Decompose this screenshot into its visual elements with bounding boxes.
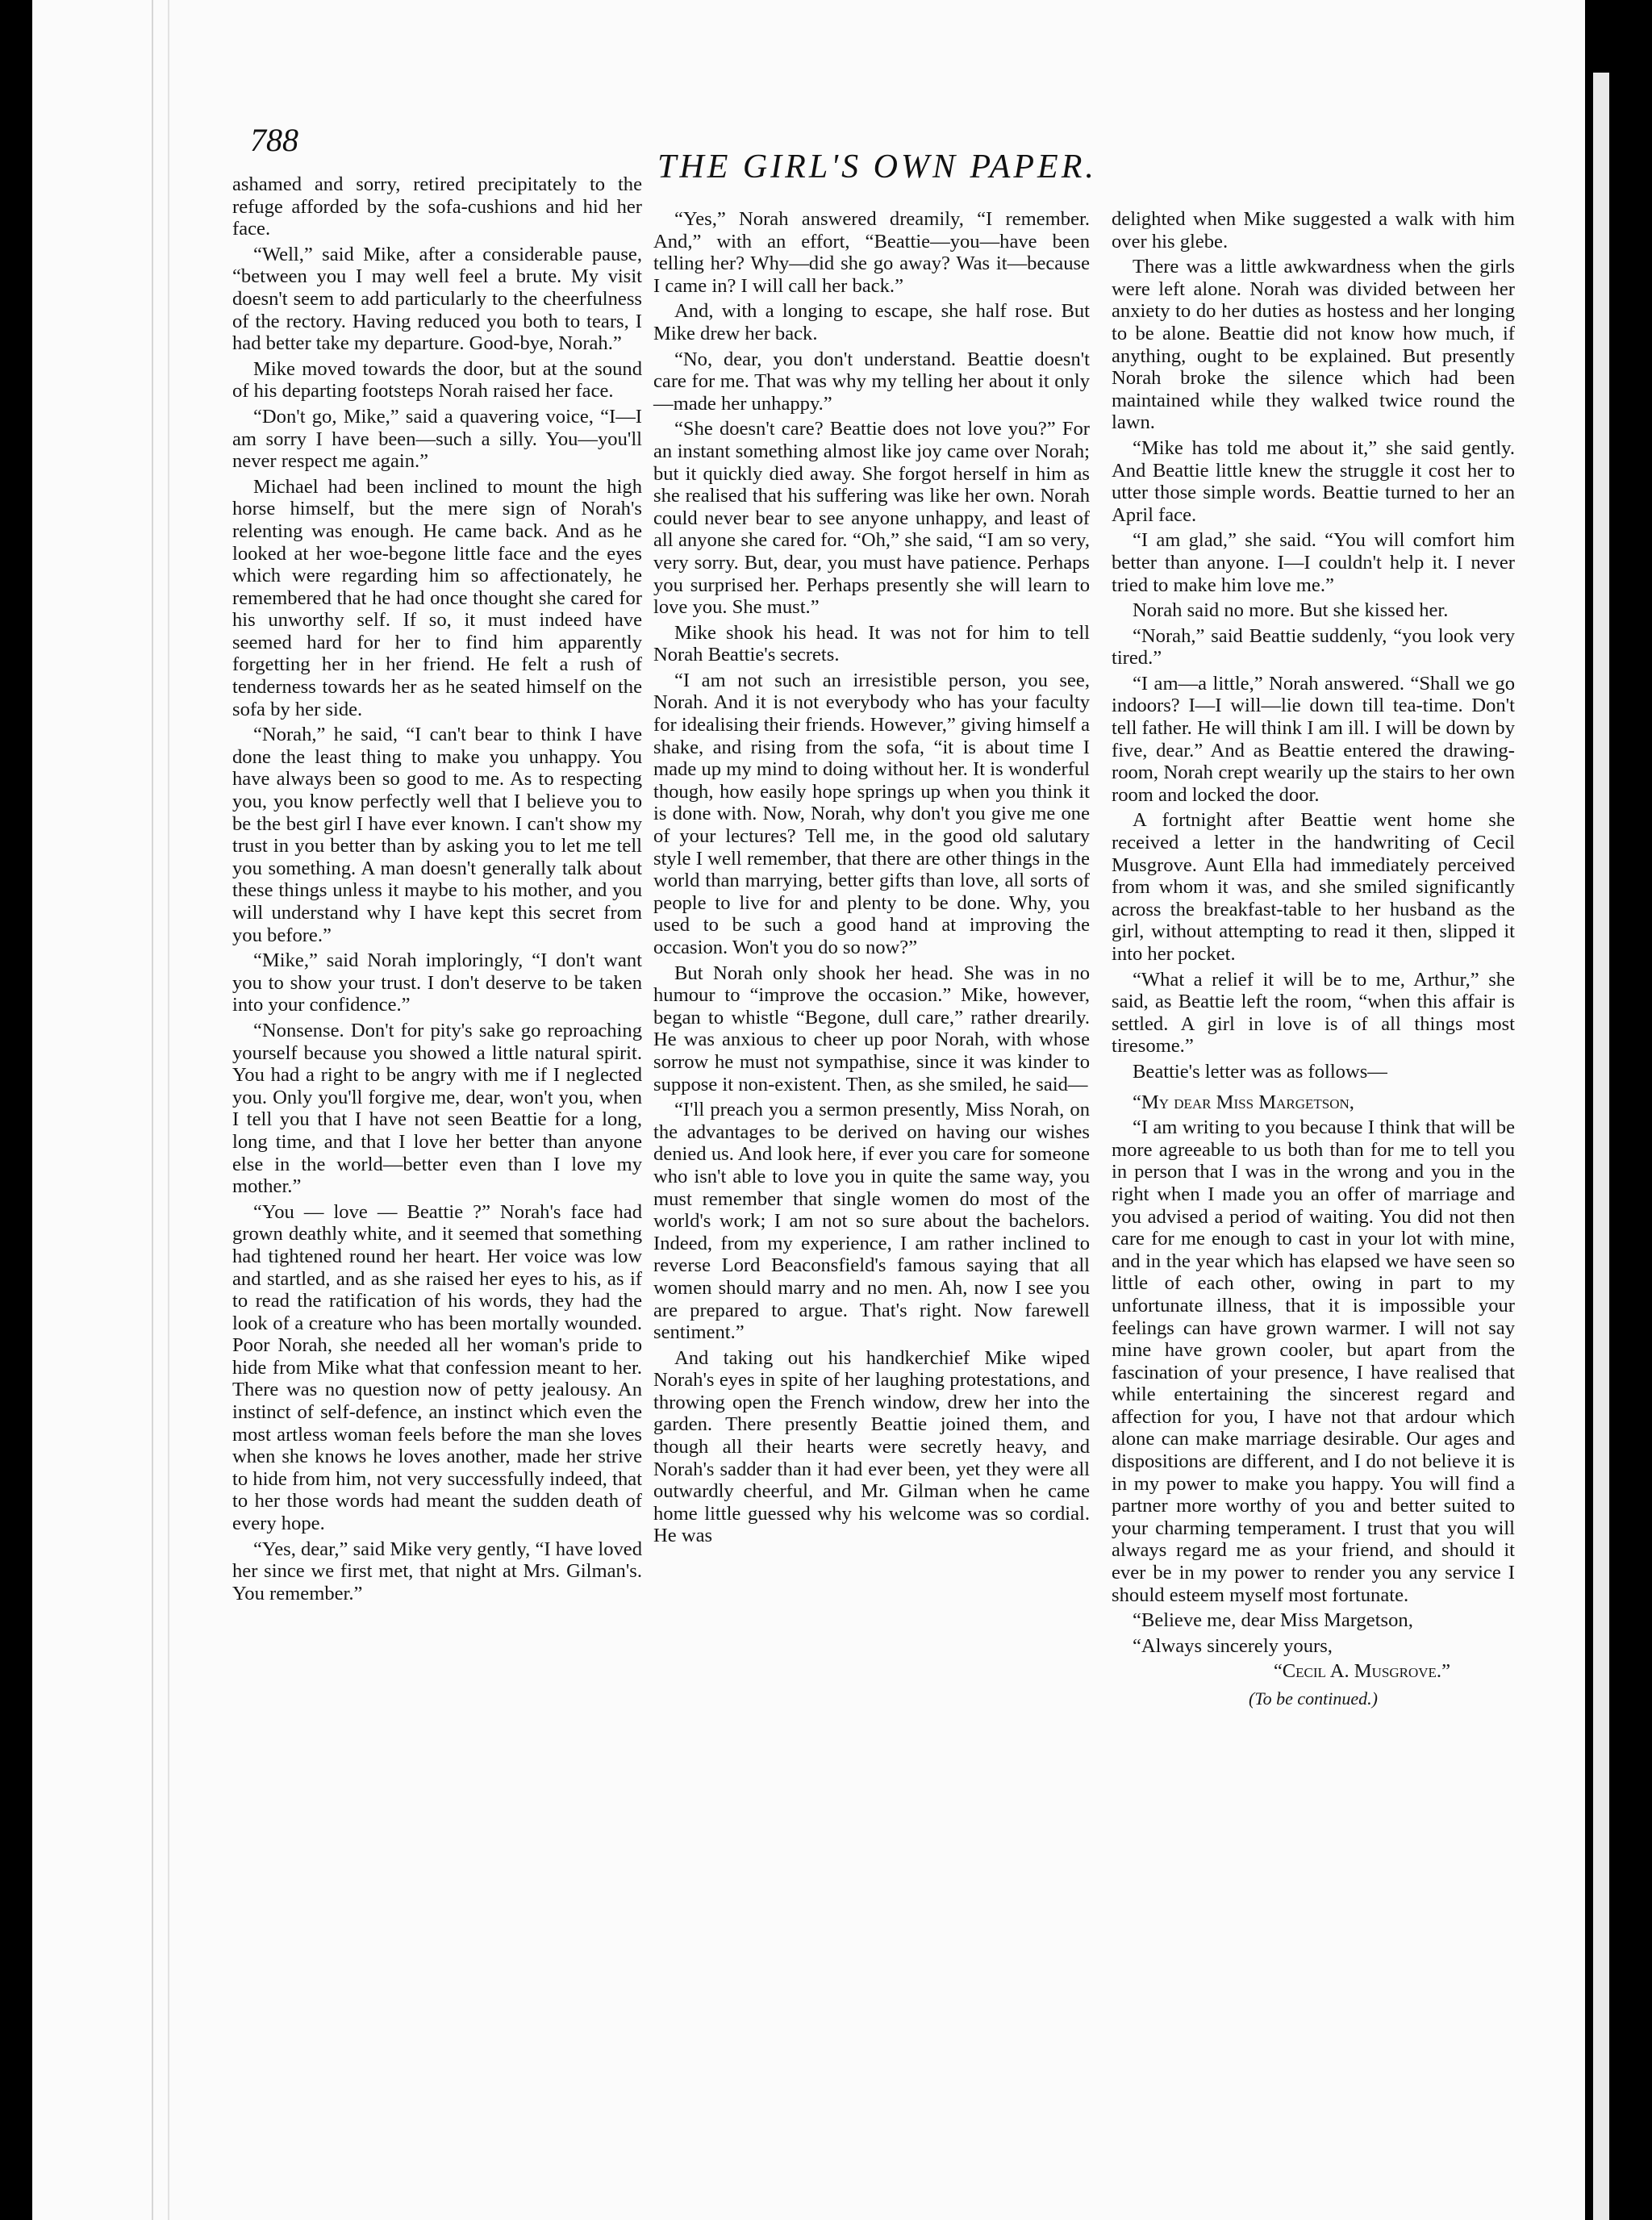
paragraph: “Norah,” he said, “I can't bear to think I have done the least thing to make you unhappy. You have always been so good to me. As to respecting you, you know perfectly well that I believe you to be the best girl I have ever known. I can't show my trust in you better than by asking you to let me tell you something. A man doesn't generally talk about these things unless it maybe to his mother, and you will understand why I have kept this secret from you before.” xyxy=(232,724,642,946)
paragraph: “Norah,” said Beattie suddenly, “you look very tired.” xyxy=(1112,624,1515,670)
paragraph: “Mike has told me about it,” she said gently. And Beattie little knew the struggle it cost her to utter those simple words. Beattie turned to her an April face. xyxy=(1112,436,1515,526)
paragraph: There was a little awkwardness when the girls were left alone. Norah was divided between her anxiety to do her duties as hostess and her longing to be alone. Beattie did not know how much, if anything, ought to be explained. But presently Norah broke the silence which had been maintained while they walked twice round the lawn. xyxy=(1112,256,1515,434)
paragraph: Beattie's letter was as follows— xyxy=(1133,1060,1387,1083)
paragraph: “Yes,” Norah answered dreamily, “I remember. And,” with an effort, “Beattie—you—have been telling her? Why—did she go away? Was it—because I came in? I will call her back.” xyxy=(653,208,1090,297)
letter-closing: “Always sincerely yours, xyxy=(1133,1634,1333,1657)
text-column-2 xyxy=(653,208,1090,1550)
paragraph: “What a relief it will be to me, Arthur,” she said, as Beattie left the room, “when this affair is settled. A girl in love is of all things most tiresome.” xyxy=(1112,968,1515,1058)
paragraph: But Norah only shook her head. She was in no humour to “improve the occasion.” Mike, however, began to whistle “Begone, dull care,” rather drearily. He was anxious to cheer up poor Norah, with whose sorrow he must not sympathise, since it was kinder to suppose it non-existent. Then, as she smiled, he said— xyxy=(653,962,1090,1095)
paragraph: “Don't go, Mike,” said a quavering voice, “I—I am sorry I have been—such a silly. You—you'll never respect me again.” xyxy=(232,405,642,473)
paragraph: “I am glad,” she said. “You will comfort him better than anyone. I—I couldn't help it. I never tried to make him love me.” xyxy=(1112,529,1515,596)
letter-paragraph: “I am writing to you because I think that will be more agreeable to us both than for me to tell you in person that I was in the wrong and you in the right when I made you an offer of marriage and you advised a period of waiting. You did not then care for me enough to cast in your lot with mine, and in the year which has elapsed we have seen so little of each other, owing in part to my unfortunate illness, that it is impossible your feelings can have grown warmer. I will not say mine have grown cooler, but apart from the fascination of your presence, I have realised that while entertaining the sincerest regard and affection for you, I have not that ardour which alone can make marriage desirable. Our ages and dispositions are different, and I do not believe it is in my power to make you happy. You will find a partner more worthy of you and better suited to your charming temperament. I trust that you will always regard me as your friend, and should it ever be in my power to render you any service I should esteem myself most fortunate. xyxy=(1112,1116,1515,1606)
paragraph: “I'll preach you a sermon presently, Miss Norah, on the advantages to be derived on having our wishes denied us. And look here, if ever you care for someone who isn't able to love you in quite the same way, you must remember that single women do most of the world's work; I am not so sure about the bachelors. Indeed, from my experience, I am rather inclined to reverse Lord Beaconsfield's famous saying that all women should marry and no men. Ah, now I see you are prepared to argue. That's right. Now farewell sentiment.” xyxy=(653,1099,1090,1344)
paragraph: And, with a longing to escape, she half rose. But Mike drew her back. xyxy=(653,300,1090,344)
paragraph: “I am not such an irresistible person, you see, Norah. And it is not everybody who has your faculty for idealising their friends. However,” giving himself a shake, and rising from the sofa, “it is about time I made up my mind to doing without her. It is wonderful though, how easily hope springs up when you think it is done with. Now, Norah, why don't you give me one of your lectures? Tell me, in the good old salutary style I well remember, that there are other things in the world than marrying, better gifts than love, all sorts of people to live for and plenty to be done. Why, you used to be such a good hand at improving the occasion. Won't you do so now?” xyxy=(653,669,1090,958)
letter-signature: “Cecil A. Musgrove.” xyxy=(1273,1660,1450,1683)
paragraph: “Well,” said Mike, after a considerable pause, “between you I may well feel a brute. My visit doesn't seem to add particularly to the cheerfulness of the rectory. Having reduced you both to tears, I had better take my departure. Good-bye, Norah.” xyxy=(232,243,642,355)
paragraph: “Mike,” said Norah imploringly, “I don't want you to show your trust. I don't deserve to be taken into your confidence.” xyxy=(232,949,642,1016)
paragraph: “She doesn't care? Beattie does not love you?” For an instant something almost like joy came over Norah; but it quickly died away. She forgot herself in him as she realised that his suffering was like her own. Norah could never bear to see anyone unhappy, and least of all anyone she cared for. “Oh,” she said, “I am so very, very sorry. But, dear, you must have patience. Perhaps you surprised her. Perhaps presently she will learn to love you. She must.” xyxy=(653,418,1090,619)
letter-salutation: “My dear Miss Margetson, xyxy=(1133,1091,1354,1113)
paragraph: delighted when Mike suggested a walk with him over his glebe. xyxy=(1112,208,1515,252)
text-column-3 xyxy=(1112,208,1515,1713)
magazine-page xyxy=(32,0,1585,2220)
paragraph: “You — love — Beattie ?” Norah's face had grown deathly white, and it seemed that something had tightened round her heart. Her voice was low and startled, and as she raised her eyes to his, as if to read the ratification of his words, they had the look of a creature who has been mortally wounded. Poor Norah, she needed all her woman's pride to hide from Mike what that confession meant to her. There was no question now of petty jealousy. An instinct of self-defence, an instinct which even the most artless woman feels before the man she loves when she knows he loves another, made her strive to hide from him, not very successfully indeed, that to her those words had meant the sudden death of every hope. xyxy=(232,1200,642,1535)
page-fold-line xyxy=(168,0,169,2220)
paragraph: ashamed and sorry, retired precipitately to the refuge afforded by the sofa-cushions and hid her face. xyxy=(232,173,642,240)
paragraph: “No, dear, you don't understand. Beattie doesn't care for me. That was why my telling her about it only—made her unhappy.” xyxy=(653,348,1090,415)
paragraph: Michael had been inclined to mount the high horse himself, but the mere sign of Norah's relenting was enough. He came back. And as he looked at her woe-begone little face and the eyes which were regarding him so affectionately, he remembered that he had once thought she cared for his unworthy self. If so, it must indeed have seemed hard for her to find him apparently forgetting her in her friend. He felt a rush of tenderness towards her as he seated himself on the sofa by her side. xyxy=(232,475,642,720)
paragraph: “Yes, dear,” said Mike very gently, “I have loved her since we first met, that night at Mrs. Gilman's. You remember.” xyxy=(232,1538,642,1604)
to-be-continued: (To be continued.) xyxy=(1249,1688,1378,1709)
paragraph: A fortnight after Beattie went home she received a letter in the handwriting of Cecil Musgrove. Aunt Ella had immediately perceived from whom it was, and she smiled significantly across the breakfast-table to her husband as the girl, without attempting to read it then, slipped it into her pocket. xyxy=(1112,809,1515,965)
page-fold-line xyxy=(152,0,153,2220)
paragraph: Norah said no more. But she kissed her. xyxy=(1133,599,1449,622)
letter-closing: “Believe me, dear Miss Margetson, xyxy=(1133,1609,1413,1632)
paragraph: And taking out his handkerchief Mike wiped Norah's eyes in spite of her laughing protestations, and throwing open the French window, drew her into the garden. There presently Beattie joined them, and though all their hearts were secretly heavy, and Norah's sadder than it had ever been, yet they were all outwardly cheerful, and Mr. Gilman when he came home little guessed why his welcome was so cordial. He was xyxy=(653,1346,1090,1547)
running-title: THE GIRL'S OWN PAPER. xyxy=(657,148,1097,186)
paragraph: Mike moved towards the door, but at the sound of his departing footsteps Norah raised her face. xyxy=(232,357,642,403)
paragraph: “Nonsense. Don't for pity's sake go reproaching yourself because you showed a little natural spirit. You had a right to be angry with me if I neglected you. Only you'll forgive me, dear, won't you, when I tell you that I have not seen Beattie for a long, long time, and that I love her better than anyone else in the world—better even than I love my mother.” xyxy=(232,1019,642,1198)
paragraph: Mike shook his head. It was not for him to tell Norah Beattie's secrets. xyxy=(653,621,1090,666)
paragraph: “I am—a little,” Norah answered. “Shall we go indoors? I—I will—lie down till tea-time. Don't tell father. He will think I am ill. I will be down by five, dear.” And as Beattie entered the drawing-room, Norah crept wearily up the stairs to her own room and locked the door. xyxy=(1112,672,1515,806)
page-number: 788 xyxy=(250,122,298,158)
adjacent-page-edge xyxy=(1593,73,1609,2220)
text-column-1 xyxy=(232,173,642,1608)
